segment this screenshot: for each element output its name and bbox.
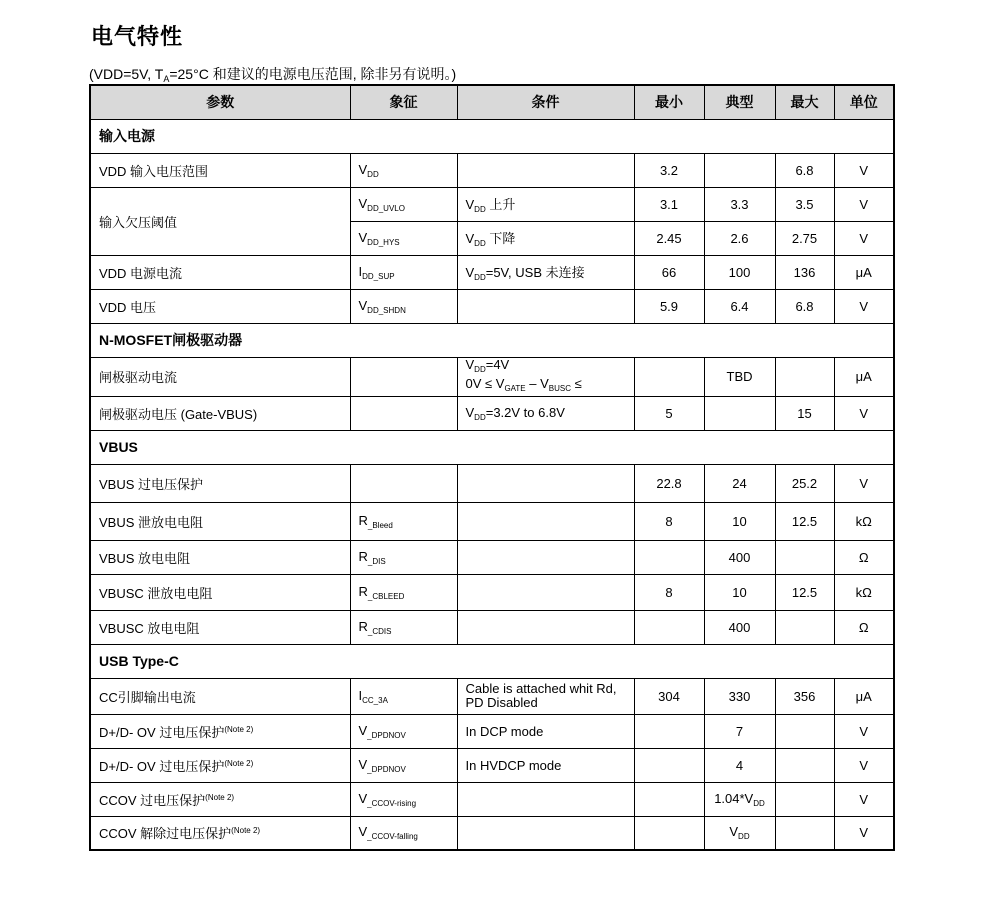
param-cell: CCOV 解除过电压保护$^{(Note 2)}$ (90, 816, 350, 850)
typ-cell: 4 (704, 748, 775, 782)
symbol-cell: $V_{DD\_UVLO}$ (350, 187, 457, 221)
table-row (90, 396, 894, 430)
condition-cell: $V_{DD}$ 上升 (457, 187, 634, 221)
typ-cell (704, 396, 775, 430)
min-cell: 8 (634, 502, 704, 540)
min-cell: 2.45 (634, 221, 704, 255)
max-cell (775, 782, 834, 816)
param-cell: VDD 电源电流 (90, 255, 350, 289)
param-cell: 输入欠压阈值 (90, 187, 350, 255)
header-symbol: 象征 (350, 85, 457, 119)
max-cell: 12.5 (775, 574, 834, 610)
unit-cell: Ω (834, 540, 894, 574)
section-row (90, 644, 894, 678)
table-row (90, 502, 894, 540)
max-cell: 356 (775, 678, 834, 714)
unit-cell: V (834, 289, 894, 323)
unit-cell: μA (834, 678, 894, 714)
section-input-power: 输入电源 (90, 119, 894, 153)
condition-cell (457, 502, 634, 540)
typ-cell: 10 (704, 574, 775, 610)
symbol-cell: $V_{\_CCOV-rising}$ (350, 782, 457, 816)
condition-cell: $V_{DD}=5V$, USB 未连接 (457, 255, 634, 289)
min-cell (634, 748, 704, 782)
typ-cell: 10 (704, 502, 775, 540)
typ-cell: $V_{DD}$ (704, 816, 775, 850)
typ-cell: $1.04*V_{DD}$ (704, 782, 775, 816)
unit-cell: V (834, 464, 894, 502)
symbol-cell: $V_{\_DPDNOV}$ (350, 748, 457, 782)
table-row (90, 289, 894, 323)
unit-cell: V (834, 187, 894, 221)
param-cell: CC引脚输出电流 (90, 678, 350, 714)
unit-cell: V (834, 816, 894, 850)
header-param: 参数 (90, 85, 350, 119)
header-max: 最大 (775, 85, 834, 119)
section-row (90, 323, 894, 357)
typ-cell: 6.4 (704, 289, 775, 323)
unit-cell: V (834, 782, 894, 816)
min-cell: 3.1 (634, 187, 704, 221)
condition-cell (457, 574, 634, 610)
param-cell: VBUS 泄放电电阻 (90, 502, 350, 540)
table-row (90, 714, 894, 748)
max-cell: 25.2 (775, 464, 834, 502)
param-cell: D+/D- OV 过电压保护$^{(Note 2)}$ (90, 748, 350, 782)
param-cell: 闸极驱动电流 (90, 357, 350, 396)
min-cell: 8 (634, 574, 704, 610)
table-row (90, 782, 894, 816)
param-cell: VBUSC 泄放电电阻 (90, 574, 350, 610)
min-cell: 5.9 (634, 289, 704, 323)
symbol-cell: $R_{\_CBLEED}$ (350, 574, 457, 610)
unit-cell: V (834, 221, 894, 255)
section-row (90, 430, 894, 464)
symbol-cell: $V_{DD\_SHDN}$ (350, 289, 457, 323)
symbol-cell: $R_{\_Bleed}$ (350, 502, 457, 540)
electrical-characteristics-table (89, 84, 895, 851)
condition-cell (457, 464, 634, 502)
condition-cell (457, 816, 634, 850)
max-cell (775, 540, 834, 574)
param-cell: 闸极驱动电压 (Gate-VBUS) (90, 396, 350, 430)
typ-cell: 400 (704, 540, 775, 574)
max-cell (775, 714, 834, 748)
unit-cell: μA (834, 255, 894, 289)
header-min: 最小 (634, 85, 704, 119)
unit-cell: kΩ (834, 574, 894, 610)
unit-cell: Ω (834, 610, 894, 644)
header-row (90, 85, 894, 119)
min-cell (634, 610, 704, 644)
table-row (90, 255, 894, 289)
max-cell: 6.8 (775, 289, 834, 323)
symbol-cell (350, 396, 457, 430)
param-cell: VBUS 放电电阻 (90, 540, 350, 574)
max-cell: 15 (775, 396, 834, 430)
table-row (90, 187, 894, 221)
symbol-cell: $R_{\_DIS}$ (350, 540, 457, 574)
max-cell (775, 748, 834, 782)
symbol-cell: $V_{\_DPDNOV}$ (350, 714, 457, 748)
condition-cell: $V_{DD}$ 下降 (457, 221, 634, 255)
min-cell (634, 540, 704, 574)
table-row (90, 610, 894, 644)
section-gate-driver: N-MOSFET闸极驱动器 (90, 323, 894, 357)
min-cell (634, 782, 704, 816)
condition-cell (457, 289, 634, 323)
max-cell: 3.5 (775, 187, 834, 221)
unit-cell: V (834, 153, 894, 187)
symbol-cell (350, 464, 457, 502)
symbol-cell (350, 357, 457, 396)
unit-cell: V (834, 714, 894, 748)
typ-cell: 100 (704, 255, 775, 289)
condition-cell: $V_{DD}=4V$ $0V \le V_{GATE} - V_{BUSC}$ ≤ (457, 357, 634, 396)
typ-cell (704, 153, 775, 187)
symbol-cell: $R_{\_CDIS}$ (350, 610, 457, 644)
min-cell: 5 (634, 396, 704, 430)
max-cell: 2.75 (775, 221, 834, 255)
max-cell: 12.5 (775, 502, 834, 540)
condition-cell: In HVDCP mode (457, 748, 634, 782)
symbol-cell: $V_{DD\_HYS}$ (350, 221, 457, 255)
param-cell: D+/D- OV 过电压保护$^{(Note 2)}$ (90, 714, 350, 748)
param-cell: CCOV 过电压保护$^{(Note 2)}$ (90, 782, 350, 816)
param-cell: VDD 电压 (90, 289, 350, 323)
min-cell: 22.8 (634, 464, 704, 502)
symbol-cell: $I_{CC\_3A}$ (350, 678, 457, 714)
unit-cell: μA (834, 357, 894, 396)
max-cell (775, 357, 834, 396)
section-usb-type-c: USB Type-C (90, 644, 894, 678)
min-cell (634, 714, 704, 748)
table-row (90, 748, 894, 782)
typ-cell: 330 (704, 678, 775, 714)
max-cell (775, 816, 834, 850)
min-cell: 304 (634, 678, 704, 714)
max-cell (775, 610, 834, 644)
param-cell: VBUSC 放电电阻 (90, 610, 350, 644)
typ-cell: 7 (704, 714, 775, 748)
condition-cell (457, 782, 634, 816)
min-cell (634, 357, 704, 396)
typ-cell: TBD (704, 357, 775, 396)
param-cell: VBUS 过电压保护 (90, 464, 350, 502)
page-title: 电气特性 (91, 25, 184, 50)
section-vbus: VBUS (90, 430, 894, 464)
min-cell: 3.2 (634, 153, 704, 187)
typ-cell: 2.6 (704, 221, 775, 255)
condition-cell: Cable is attached whit Rd, PD Disabled (457, 678, 634, 714)
min-cell (634, 816, 704, 850)
unit-cell: V (834, 748, 894, 782)
min-cell: 66 (634, 255, 704, 289)
condition-cell (457, 153, 634, 187)
typ-cell: 3.3 (704, 187, 775, 221)
condition-cell: In DCP mode (457, 714, 634, 748)
symbol-cell: $I_{DD\_SUP}$ (350, 255, 457, 289)
test-conditions: (VDD=5V, $T_A=25^\circ C$ 和建议的电源电压范围, 除非另有说明。) (89, 66, 457, 84)
header-unit: 单位 (834, 85, 894, 119)
condition-cell (457, 540, 634, 574)
typ-cell: 24 (704, 464, 775, 502)
table-row (90, 574, 894, 610)
header-typ: 典型 (704, 85, 775, 119)
table-row (90, 464, 894, 502)
unit-cell: V (834, 396, 894, 430)
section-row (90, 119, 894, 153)
table-row (90, 153, 894, 187)
max-cell: 6.8 (775, 153, 834, 187)
table-row (90, 540, 894, 574)
symbol-cell: $V_{DD}$ (350, 153, 457, 187)
table-row (90, 816, 894, 850)
header-condition: 条件 (457, 85, 634, 119)
table-row (90, 678, 894, 714)
table-row (90, 357, 894, 396)
condition-cell: $V_{DD}=3.2V$ to 6.8V (457, 396, 634, 430)
symbol-cell: $V_{\_CCOV-falling}$ (350, 816, 457, 850)
unit-cell: kΩ (834, 502, 894, 540)
typ-cell: 400 (704, 610, 775, 644)
max-cell: 136 (775, 255, 834, 289)
param-cell: VDD 输入电压范围 (90, 153, 350, 187)
condition-cell (457, 610, 634, 644)
